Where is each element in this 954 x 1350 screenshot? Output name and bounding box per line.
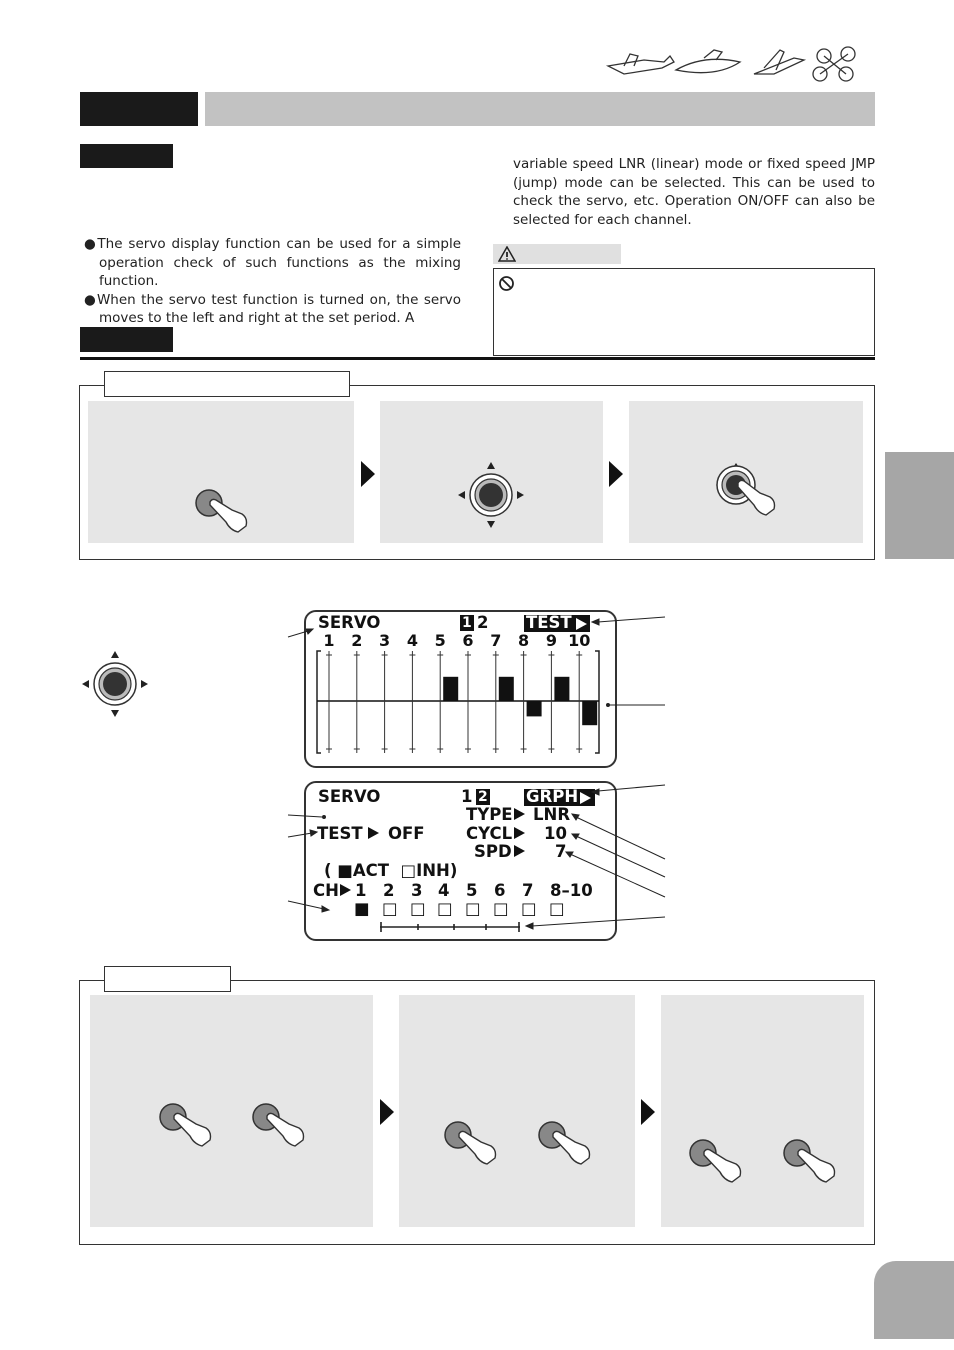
cycl-label: CYCL — [466, 824, 513, 843]
channel-number-label: 1 — [323, 631, 335, 650]
test-value[interactable]: OFF — [388, 824, 425, 843]
ch-number: 7 — [522, 881, 534, 900]
channel-number-label: 8 — [518, 631, 530, 650]
page-number-tab — [874, 1261, 954, 1339]
joystick-icon — [455, 459, 527, 531]
bullet-item: ●The servo display function can be used for a simple operation check of such functions as the mixing function. — [84, 236, 461, 289]
caution-header — [493, 244, 621, 264]
finger-press-icon — [156, 1100, 216, 1150]
ch-state-checkbox[interactable]: □ — [437, 899, 453, 918]
bullet-item: ●When the servo test function is turned on, the servo moves to the left and right at the set period. A — [84, 291, 461, 326]
ch-number: 6 — [494, 881, 506, 900]
cycl-value[interactable]: 10 — [544, 824, 567, 843]
channel-number-label: 9 — [545, 631, 557, 650]
warning-triangle-icon — [498, 246, 516, 262]
finger-press-icon — [686, 1136, 746, 1186]
step-panel-4 — [90, 995, 373, 1227]
spd-label: SPD — [474, 842, 512, 861]
ch-number: 8–10 — [550, 881, 593, 900]
screen1-page-selected: 1 — [462, 615, 472, 631]
channel-number-label: 2 — [351, 631, 363, 650]
ch-state-checkbox[interactable]: □ — [465, 899, 481, 918]
function-label-tab — [80, 144, 173, 168]
procedure-box-bottom-label — [104, 966, 231, 992]
ch-state-checkbox[interactable]: □ — [549, 899, 565, 918]
channel-number-label: 3 — [379, 631, 391, 650]
step-panel-5 — [399, 995, 635, 1227]
bullet-list — [84, 235, 461, 328]
ch-state-checkbox[interactable]: □ — [493, 899, 509, 918]
channel-number-label: 6 — [462, 631, 474, 650]
ch-state-checkbox[interactable]: ■ — [354, 899, 370, 918]
section-title-bar — [205, 92, 875, 126]
screen2-title: SERVO — [318, 787, 381, 806]
type-label: TYPE — [466, 805, 513, 824]
step-arrow-icon — [641, 1099, 655, 1125]
test-label: TEST — [317, 824, 363, 843]
finger-press-icon — [535, 1118, 595, 1168]
ch-state-checkbox[interactable]: □ — [382, 899, 398, 918]
ch-number: 2 — [383, 881, 395, 900]
ch-number: 5 — [466, 881, 478, 900]
callout-lines — [280, 605, 675, 935]
ch-number: 4 — [438, 881, 450, 900]
section-divider — [80, 357, 875, 360]
step-panel-6 — [661, 995, 864, 1227]
step-arrow-icon — [609, 461, 623, 487]
ch-state-checkbox[interactable]: □ — [410, 899, 426, 918]
finger-press-icon — [780, 1136, 840, 1186]
screen2-page-other: 1 — [461, 787, 473, 806]
caution-box — [493, 268, 875, 356]
ch-label: CH — [313, 881, 339, 900]
prohibition-icon — [498, 275, 515, 292]
ch-number: 1 — [355, 881, 367, 900]
test-mode-label: TEST — [526, 613, 572, 632]
spd-value[interactable]: 7 — [555, 842, 567, 861]
type-value[interactable]: LNR — [533, 805, 571, 824]
ch-state-checkbox[interactable]: □ — [521, 899, 537, 918]
step-arrow-icon — [380, 1099, 394, 1125]
joystick-press-icon — [712, 459, 782, 521]
channel-number-label: 10 — [568, 631, 591, 650]
joystick-icon — [79, 648, 151, 720]
finger-press-icon — [441, 1118, 501, 1168]
ch-number: 3 — [411, 881, 423, 900]
method-label-tab — [80, 327, 173, 352]
side-tab — [885, 452, 954, 559]
channel-number-label: 5 — [434, 631, 446, 650]
screen1-title: SERVO — [318, 613, 381, 632]
step-arrow-icon — [361, 461, 375, 487]
aircraft-silhouettes-icon — [604, 44, 872, 84]
section-title-tab — [80, 92, 198, 126]
graph-mode-label: GRPH — [526, 787, 579, 806]
screen2-page-selected: 2 — [478, 789, 488, 805]
finger-press-icon — [192, 486, 252, 536]
channel-number-label: 4 — [406, 631, 418, 650]
intro-text-right: variable speed LNR (linear) mode or fixed speed JMP (jump) mode can be selected. This can be used to check the servo, etc. Operation ON/OFF can also be selected for each channel. — [513, 156, 875, 228]
procedure-box-top-label — [104, 371, 350, 397]
finger-press-icon — [249, 1100, 309, 1150]
screen1-page-other: 2 — [477, 613, 489, 632]
channel-number-label: 7 — [490, 631, 502, 650]
act-inh-legend: ( ■ACT □INH) — [324, 861, 458, 880]
